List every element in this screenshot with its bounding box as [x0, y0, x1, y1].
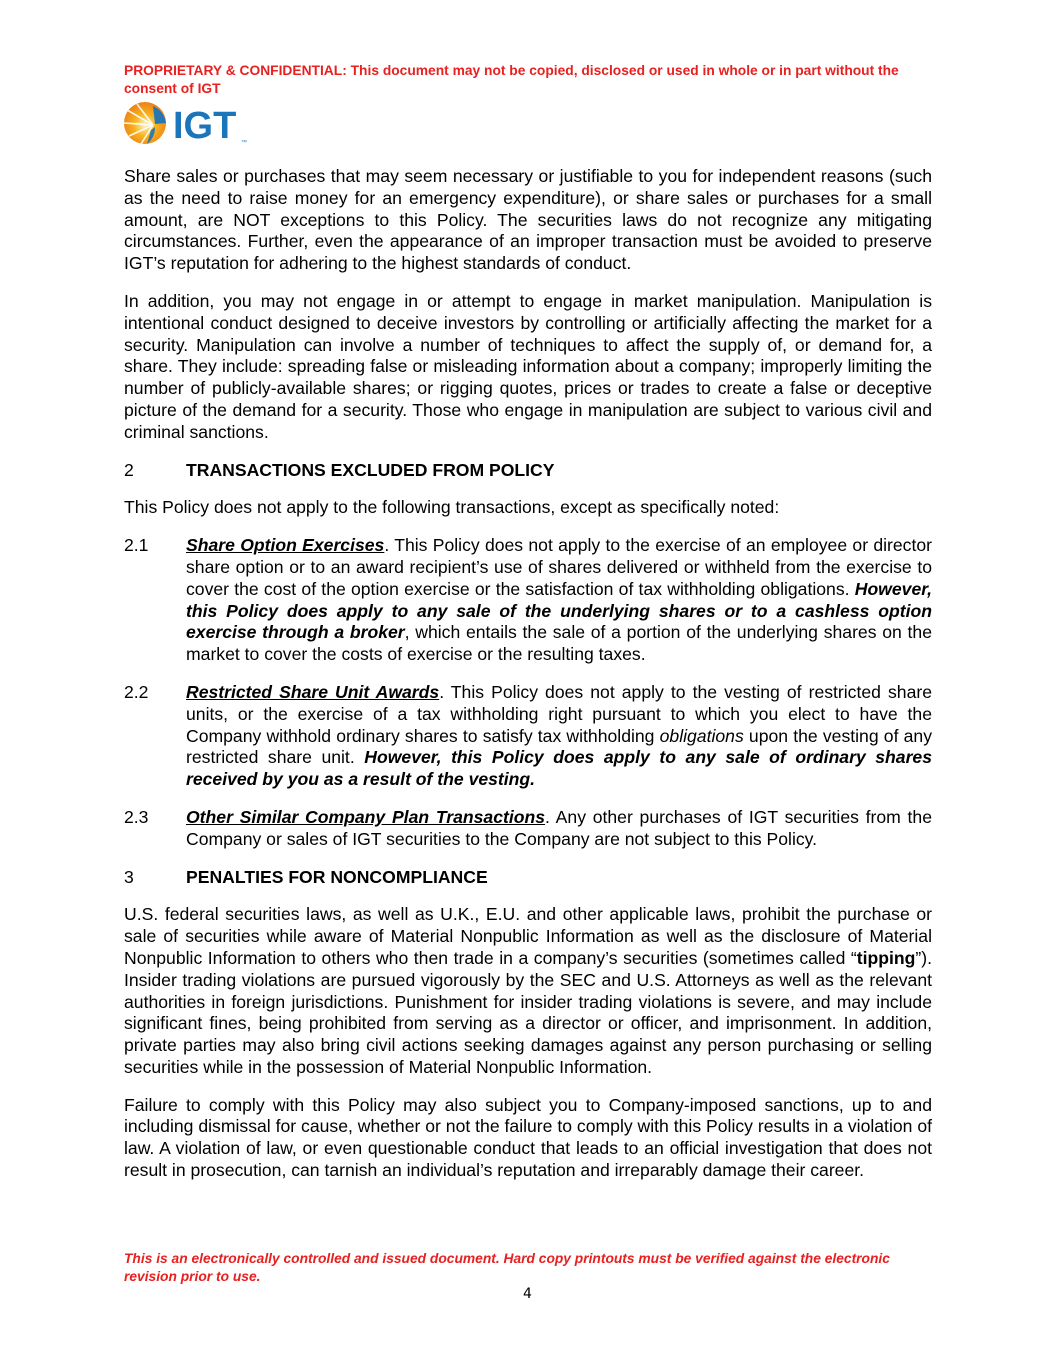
item-term: Share Option Exercises [186, 535, 385, 556]
item-text: . Any other purchases of IGT securities from the Company or sales of IGT securities to the Company are not subject to this Policy. [186, 806, 933, 849]
item-term: Other Similar Company Plan Transactions [186, 806, 546, 827]
section-heading-3 [124, 867, 932, 889]
item-number: 2.2 [124, 681, 149, 702]
paragraph: In addition, you may not engage in or attempt to engage in market manipulation. Manipulation is intentional conduct designed to deceive investors by controlling or artificially affecting the market for a security. Manipulation can involve a number of techniques to affect the supply of, or demand for, a share. They include: spreading false or misleading information about a company; improperly limiting the number of publicly-available shares; or rigging quotes, prices or trades to create a false or deceptive picture of the demand for a security. Those who engage in manipulation are subject to various civil and criminal sanctions. [124, 290, 932, 442]
list-item [124, 807, 932, 851]
paragraph [124, 904, 932, 1078]
item-emphasis: However, this Policy does apply to any sale of the underlying shares or to a cashless option exercise through a broker [186, 578, 932, 643]
document-control-notice: This is an electronically controlled and issued document. Hard copy printouts must be verified against the electronic revision prior to use. [124, 1251, 890, 1284]
item-text: . This Policy does not apply to the exercise of an employee or director share option or to an award recipient’s use of shares delivered or withheld from the exercise to cover the cost of the option exercise or the satisfaction of tax withholding obligations. [186, 535, 933, 599]
item-content [186, 535, 932, 666]
paragraph-text: U.S. federal securities laws, as well as U.K., E.U. and other applicable laws, prohibit the purchase or sale of securities while aware of Material Nonpublic Information as well as the disclosure of Material Nonpublic Information to others who then trade in a company’s securities (sometimes called “ [124, 904, 932, 968]
item-content [186, 682, 932, 791]
item-italic: obligations [659, 725, 744, 746]
item-number: 2.1 [124, 535, 149, 556]
item-text: . This Policy does not apply to the vesting of restricted share units, or the exercise of a tax withholding right pursuant to which you elect to have the Company withhold ordinary shares to satisfy tax withholding [186, 681, 932, 746]
section-number: 3 [124, 866, 134, 887]
section-intro: This Policy does not apply to the following transactions, except as specifically noted: [124, 497, 780, 518]
section-title: TRANSACTIONS EXCLUDED FROM POLICY [186, 459, 555, 480]
list-item [124, 682, 932, 791]
document-body [124, 166, 932, 1198]
section-heading-2 [124, 460, 932, 482]
item-term: Restricted Share Unit Awards [186, 681, 440, 702]
paragraph: Share sales or purchases that may seem necessary or justifiable to you for independent reasons (such as the need to raise money for an emergency expenditure), or share sales or purchases for a small amount, are NOT exceptions to this Policy. The securities laws do not recognize any mitigating circumstances. Further, even the appearance of an improper transaction must be avoided to preserve IGT’s reputation for adhering to the highest standards of conduct. [124, 166, 932, 274]
paragraph-text: ”). Insider trading violations are pursued vigorously by the SEC and U.S. Attorneys as well as the relevant authorities in foreign jurisdictions. Punishment for insider trading violations is severe, and may include significant fines, being prohibited from serving as a director or officer, and imprisonment. In addition, private parties may also bring civil actions seeking damages against any person purchasing or selling securities while in the possession of Material Nonpublic Information. [124, 947, 932, 1077]
igt-logo-mark [123, 100, 253, 146]
svg-text:™: ™ [241, 140, 247, 146]
section-title: PENALTIES FOR NONCOMPLIANCE [186, 866, 488, 887]
page-number: 4 [523, 1286, 532, 1302]
section-number: 2 [124, 459, 134, 480]
svg-text:IGT: IGT [173, 105, 237, 146]
item-content [186, 807, 932, 851]
igt-logo [123, 100, 253, 146]
item-text: , which entails the sale of a portion of the underlying shares on the market to cover the costs of exercise or the resulting taxes. [186, 622, 932, 665]
paragraph: Failure to comply with this Policy may also subject you to Company-imposed sanctions, up to and including dismissal for cause, whether or not the failure to comply with this Policy results in a violation of law. A violation of law, or even questionable conduct that leads to an official investigation that does not result in prosecution, can tarnish an individual’s reputation and irreparably damage their career. [124, 1094, 932, 1181]
tipping-term: tipping [856, 947, 916, 968]
item-text: upon the vesting of any restricted share unit. [186, 725, 932, 768]
confidentiality-notice: PROPRIETARY & CONFIDENTIAL: This document may not be copied, disclosed or used in whole or in part without the consent of IGT [124, 63, 899, 96]
list-item [124, 535, 932, 666]
item-emphasis: However, this Policy does apply to any sale of ordinary shares received by you as a result of the vesting. [186, 747, 933, 790]
item-number: 2.3 [124, 806, 149, 827]
